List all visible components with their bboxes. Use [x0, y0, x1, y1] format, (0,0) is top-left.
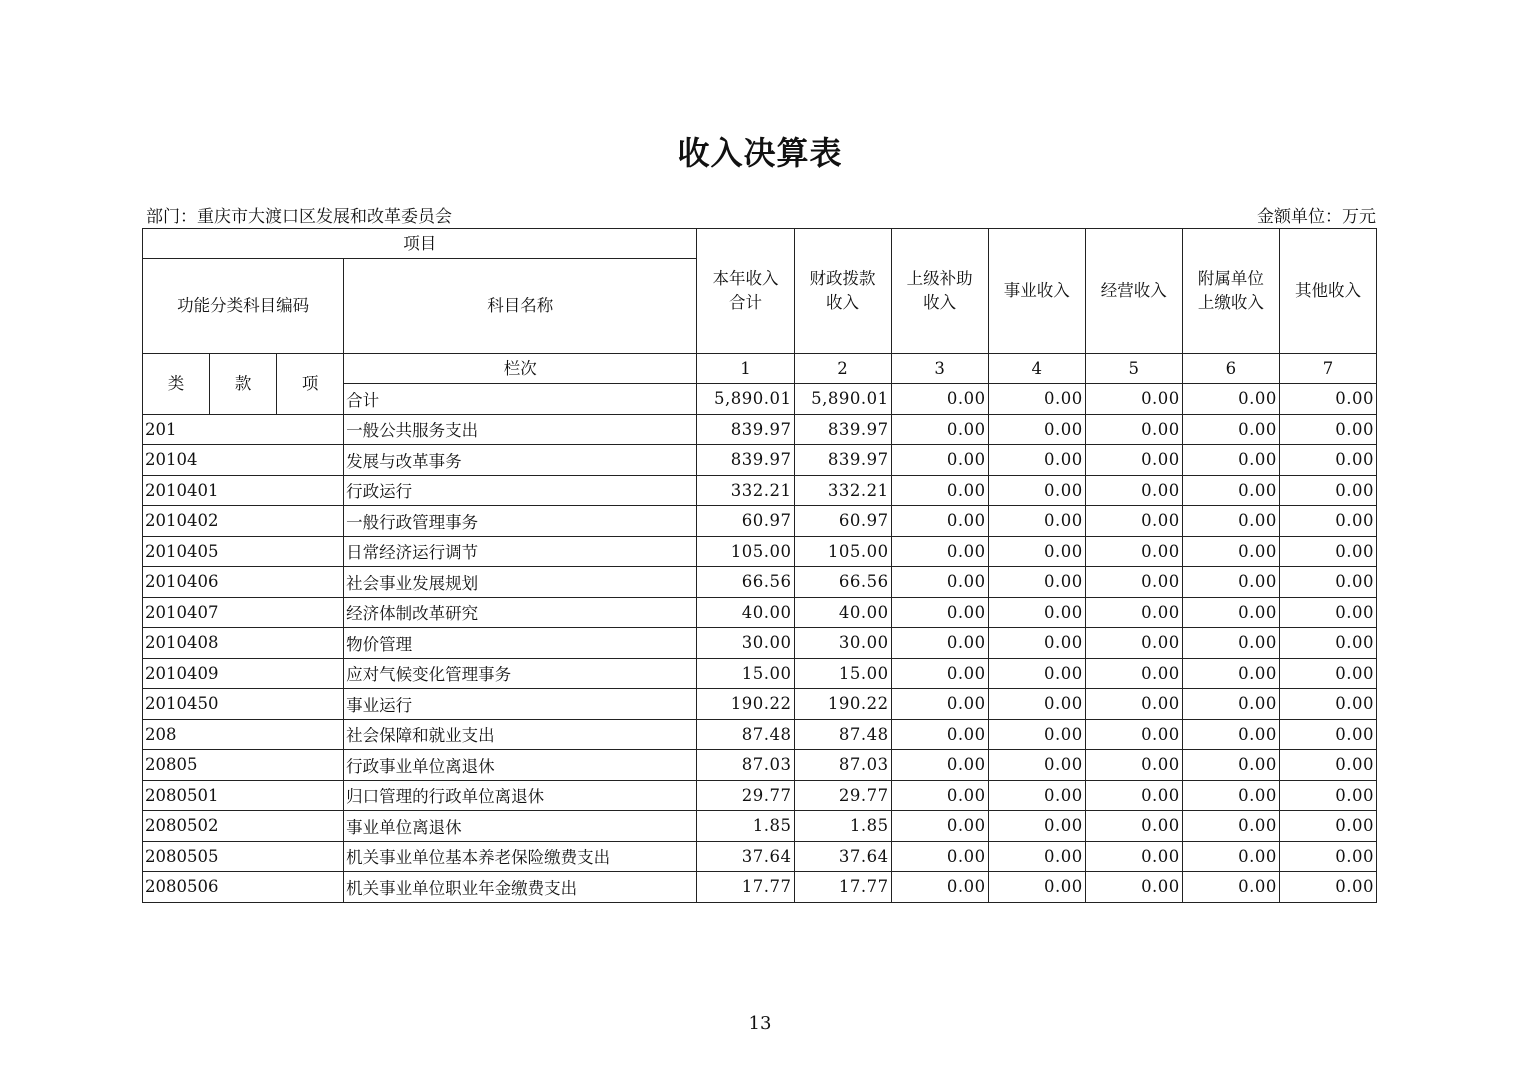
amount-cell: 66.56	[794, 567, 891, 598]
amount-cell: 0.00	[988, 689, 1085, 720]
amount-cell: 0.00	[1279, 506, 1376, 537]
amount-cell: 839.97	[697, 414, 794, 445]
subject-name: 社会保障和就业支出	[344, 719, 697, 750]
page-number: 13	[748, 1013, 772, 1034]
amount-cell: 105.00	[794, 536, 891, 567]
subject-name: 机关事业单位基本养老保险缴费支出	[344, 841, 697, 872]
amount-cell: 1.85	[697, 811, 794, 842]
amount-cell: 0.00	[891, 658, 988, 689]
amount-cell: 0.00	[891, 414, 988, 445]
amount-cell: 0.00	[1182, 475, 1279, 506]
amount-cell: 839.97	[794, 445, 891, 476]
table-row	[143, 506, 1377, 537]
table-row	[143, 536, 1377, 567]
subject-code: 2080501	[143, 780, 344, 811]
amount-cell: 0.00	[891, 536, 988, 567]
column-number: 7	[1279, 354, 1376, 384]
amount-cell: 0.00	[1085, 597, 1182, 628]
amount-cell: 0.00	[1279, 689, 1376, 720]
amount-cell: 66.56	[697, 567, 794, 598]
amount-cell: 0.00	[1279, 750, 1376, 781]
amount-cell: 15.00	[697, 658, 794, 689]
total-value: 0.00	[891, 384, 988, 415]
header-other-income: 其他收入	[1279, 229, 1376, 354]
amount-cell: 0.00	[891, 689, 988, 720]
subject-name: 事业单位离退休	[344, 811, 697, 842]
amount-cell: 839.97	[794, 414, 891, 445]
header-project: 项目	[143, 229, 697, 259]
amount-cell: 0.00	[891, 506, 988, 537]
amount-cell: 37.64	[794, 841, 891, 872]
amount-cell: 17.77	[697, 872, 794, 903]
subject-name: 一般行政管理事务	[344, 506, 697, 537]
column-number: 4	[988, 354, 1085, 384]
amount-cell: 190.22	[794, 689, 891, 720]
table-row	[143, 719, 1377, 750]
amount-unit-label: 金额单位：万元	[1257, 207, 1376, 227]
amount-cell: 0.00	[1182, 689, 1279, 720]
amount-cell: 0.00	[891, 872, 988, 903]
amount-cell: 332.21	[794, 475, 891, 506]
table-body	[143, 414, 1377, 902]
total-row-label: 合计	[344, 384, 697, 415]
subject-code: 2080505	[143, 841, 344, 872]
subject-code: 2010401	[143, 475, 344, 506]
total-value: 0.00	[1085, 384, 1182, 415]
amount-cell: 0.00	[1182, 536, 1279, 567]
amount-cell: 0.00	[891, 628, 988, 659]
subject-name: 机关事业单位职业年金缴费支出	[344, 872, 697, 903]
amount-cell: 0.00	[1279, 872, 1376, 903]
table-row	[143, 689, 1377, 720]
header-superior-subsidy: 上级补助收入	[891, 229, 988, 354]
amount-cell: 105.00	[697, 536, 794, 567]
amount-cell: 0.00	[1182, 414, 1279, 445]
amount-cell: 0.00	[1085, 719, 1182, 750]
subject-name: 一般公共服务支出	[344, 414, 697, 445]
column-number: 3	[891, 354, 988, 384]
amount-cell: 0.00	[1085, 628, 1182, 659]
header-code-group: 功能分类科目编码	[143, 259, 344, 354]
amount-cell: 0.00	[891, 750, 988, 781]
amount-cell: 0.00	[1182, 567, 1279, 598]
subject-name: 行政运行	[344, 475, 697, 506]
amount-cell: 60.97	[794, 506, 891, 537]
amount-cell: 0.00	[1182, 445, 1279, 476]
amount-cell: 0.00	[1279, 445, 1376, 476]
amount-cell: 17.77	[794, 872, 891, 903]
subject-name: 行政事业单位离退休	[344, 750, 697, 781]
amount-cell: 0.00	[988, 719, 1085, 750]
amount-cell: 0.00	[1085, 658, 1182, 689]
amount-cell: 87.48	[697, 719, 794, 750]
amount-cell: 0.00	[1182, 597, 1279, 628]
amount-cell: 0.00	[1182, 719, 1279, 750]
amount-cell: 0.00	[1279, 811, 1376, 842]
amount-cell: 0.00	[891, 567, 988, 598]
amount-cell: 0.00	[1279, 658, 1376, 689]
subject-code: 2080506	[143, 872, 344, 903]
subject-name: 事业运行	[344, 689, 697, 720]
table-row	[143, 750, 1377, 781]
amount-cell: 0.00	[1279, 536, 1376, 567]
subject-code: 2010409	[143, 658, 344, 689]
amount-cell: 0.00	[891, 445, 988, 476]
amount-cell: 0.00	[1085, 567, 1182, 598]
amount-cell: 60.97	[697, 506, 794, 537]
amount-cell: 0.00	[1085, 414, 1182, 445]
department-label: 部门：重庆市大渡口区发展和改革委员会	[146, 207, 452, 227]
amount-cell: 332.21	[697, 475, 794, 506]
amount-cell: 0.00	[1182, 811, 1279, 842]
amount-cell: 29.77	[794, 780, 891, 811]
amount-cell: 0.00	[1085, 872, 1182, 903]
amount-cell: 0.00	[891, 811, 988, 842]
subject-code: 2010406	[143, 567, 344, 598]
header-career-income: 事业收入	[988, 229, 1085, 354]
amount-cell: 839.97	[697, 445, 794, 476]
amount-cell: 0.00	[1085, 689, 1182, 720]
column-number: 1	[697, 354, 794, 384]
table-row	[143, 658, 1377, 689]
amount-cell: 190.22	[697, 689, 794, 720]
subject-code: 20104	[143, 445, 344, 476]
subject-code: 2080502	[143, 811, 344, 842]
total-value: 0.00	[988, 384, 1085, 415]
table-row	[143, 841, 1377, 872]
subject-code: 208	[143, 719, 344, 750]
amount-cell: 30.00	[697, 628, 794, 659]
subject-code: 20805	[143, 750, 344, 781]
header-affiliated-income: 附属单位上缴收入	[1182, 229, 1279, 354]
amount-cell: 0.00	[1085, 780, 1182, 811]
amount-cell: 0.00	[1085, 811, 1182, 842]
column-number: 2	[794, 354, 891, 384]
amount-cell: 87.48	[794, 719, 891, 750]
amount-cell: 0.00	[1182, 872, 1279, 903]
amount-cell: 0.00	[1182, 628, 1279, 659]
subject-code: 2010408	[143, 628, 344, 659]
subject-name: 经济体制改革研究	[344, 597, 697, 628]
amount-cell: 0.00	[1085, 841, 1182, 872]
table-row	[143, 445, 1377, 476]
amount-cell: 0.00	[988, 597, 1085, 628]
amount-cell: 40.00	[697, 597, 794, 628]
amount-cell: 0.00	[891, 597, 988, 628]
amount-cell: 0.00	[1279, 414, 1376, 445]
subject-name: 社会事业发展规划	[344, 567, 697, 598]
amount-cell: 0.00	[1085, 750, 1182, 781]
subject-name: 归口管理的行政单位离退休	[344, 780, 697, 811]
header-operating-income: 经营收入	[1085, 229, 1182, 354]
subject-code: 2010450	[143, 689, 344, 720]
amount-cell: 29.77	[697, 780, 794, 811]
table-row	[143, 414, 1377, 445]
amount-cell: 0.00	[1279, 719, 1376, 750]
total-value: 5,890.01	[697, 384, 794, 415]
amount-cell: 0.00	[1182, 658, 1279, 689]
amount-cell: 0.00	[1279, 628, 1376, 659]
amount-cell: 0.00	[1279, 475, 1376, 506]
header-fiscal-income: 财政拨款收入	[794, 229, 891, 354]
amount-cell: 87.03	[794, 750, 891, 781]
amount-cell: 0.00	[1279, 841, 1376, 872]
subject-name: 物价管理	[344, 628, 697, 659]
amount-cell: 0.00	[988, 414, 1085, 445]
subject-name: 应对气候变化管理事务	[344, 658, 697, 689]
table-row	[143, 780, 1377, 811]
amount-cell: 1.85	[794, 811, 891, 842]
amount-cell: 87.03	[697, 750, 794, 781]
amount-cell: 40.00	[794, 597, 891, 628]
total-value: 0.00	[1279, 384, 1376, 415]
amount-cell: 0.00	[891, 841, 988, 872]
amount-cell: 0.00	[1182, 750, 1279, 781]
table-row	[143, 567, 1377, 598]
header-xiang: 项	[277, 354, 344, 415]
subject-code: 2010405	[143, 536, 344, 567]
header-total-income: 本年收入合计	[697, 229, 794, 354]
amount-cell: 0.00	[1182, 506, 1279, 537]
total-value: 0.00	[1182, 384, 1279, 415]
subject-code: 2010407	[143, 597, 344, 628]
header-lei: 类	[143, 354, 210, 415]
total-value: 5,890.01	[794, 384, 891, 415]
amount-cell: 0.00	[988, 536, 1085, 567]
amount-cell: 0.00	[988, 872, 1085, 903]
amount-cell: 0.00	[988, 628, 1085, 659]
table-row	[143, 872, 1377, 903]
table-row	[143, 811, 1377, 842]
amount-cell: 0.00	[988, 841, 1085, 872]
amount-cell: 0.00	[1182, 780, 1279, 811]
amount-cell: 37.64	[697, 841, 794, 872]
amount-cell: 0.00	[1279, 567, 1376, 598]
column-number: 5	[1085, 354, 1182, 384]
subject-code: 2010402	[143, 506, 344, 537]
subject-name: 日常经济运行调节	[344, 536, 697, 567]
amount-cell: 0.00	[1182, 841, 1279, 872]
subject-code: 201	[143, 414, 344, 445]
table-row	[143, 475, 1377, 506]
amount-cell: 0.00	[1085, 475, 1182, 506]
amount-cell: 0.00	[891, 719, 988, 750]
amount-cell: 0.00	[1085, 536, 1182, 567]
amount-cell: 0.00	[988, 445, 1085, 476]
table-row	[143, 628, 1377, 659]
amount-cell: 0.00	[1279, 780, 1376, 811]
income-settlement-table	[142, 228, 1377, 903]
table-row	[143, 597, 1377, 628]
page-title: 收入决算表	[677, 134, 843, 172]
amount-cell: 0.00	[891, 475, 988, 506]
amount-cell: 0.00	[988, 567, 1085, 598]
amount-cell: 0.00	[988, 506, 1085, 537]
amount-cell: 0.00	[988, 811, 1085, 842]
column-number: 6	[1182, 354, 1279, 384]
subject-name: 发展与改革事务	[344, 445, 697, 476]
amount-cell: 0.00	[1279, 597, 1376, 628]
amount-cell: 0.00	[1085, 445, 1182, 476]
amount-cell: 0.00	[988, 658, 1085, 689]
amount-cell: 0.00	[988, 750, 1085, 781]
amount-cell: 15.00	[794, 658, 891, 689]
amount-cell: 30.00	[794, 628, 891, 659]
amount-cell: 0.00	[988, 780, 1085, 811]
amount-cell: 0.00	[1085, 506, 1182, 537]
amount-cell: 0.00	[988, 475, 1085, 506]
amount-cell: 0.00	[891, 780, 988, 811]
header-lanci: 栏次	[344, 354, 697, 384]
header-kuan: 款	[210, 354, 277, 415]
header-subject-name: 科目名称	[344, 259, 697, 354]
